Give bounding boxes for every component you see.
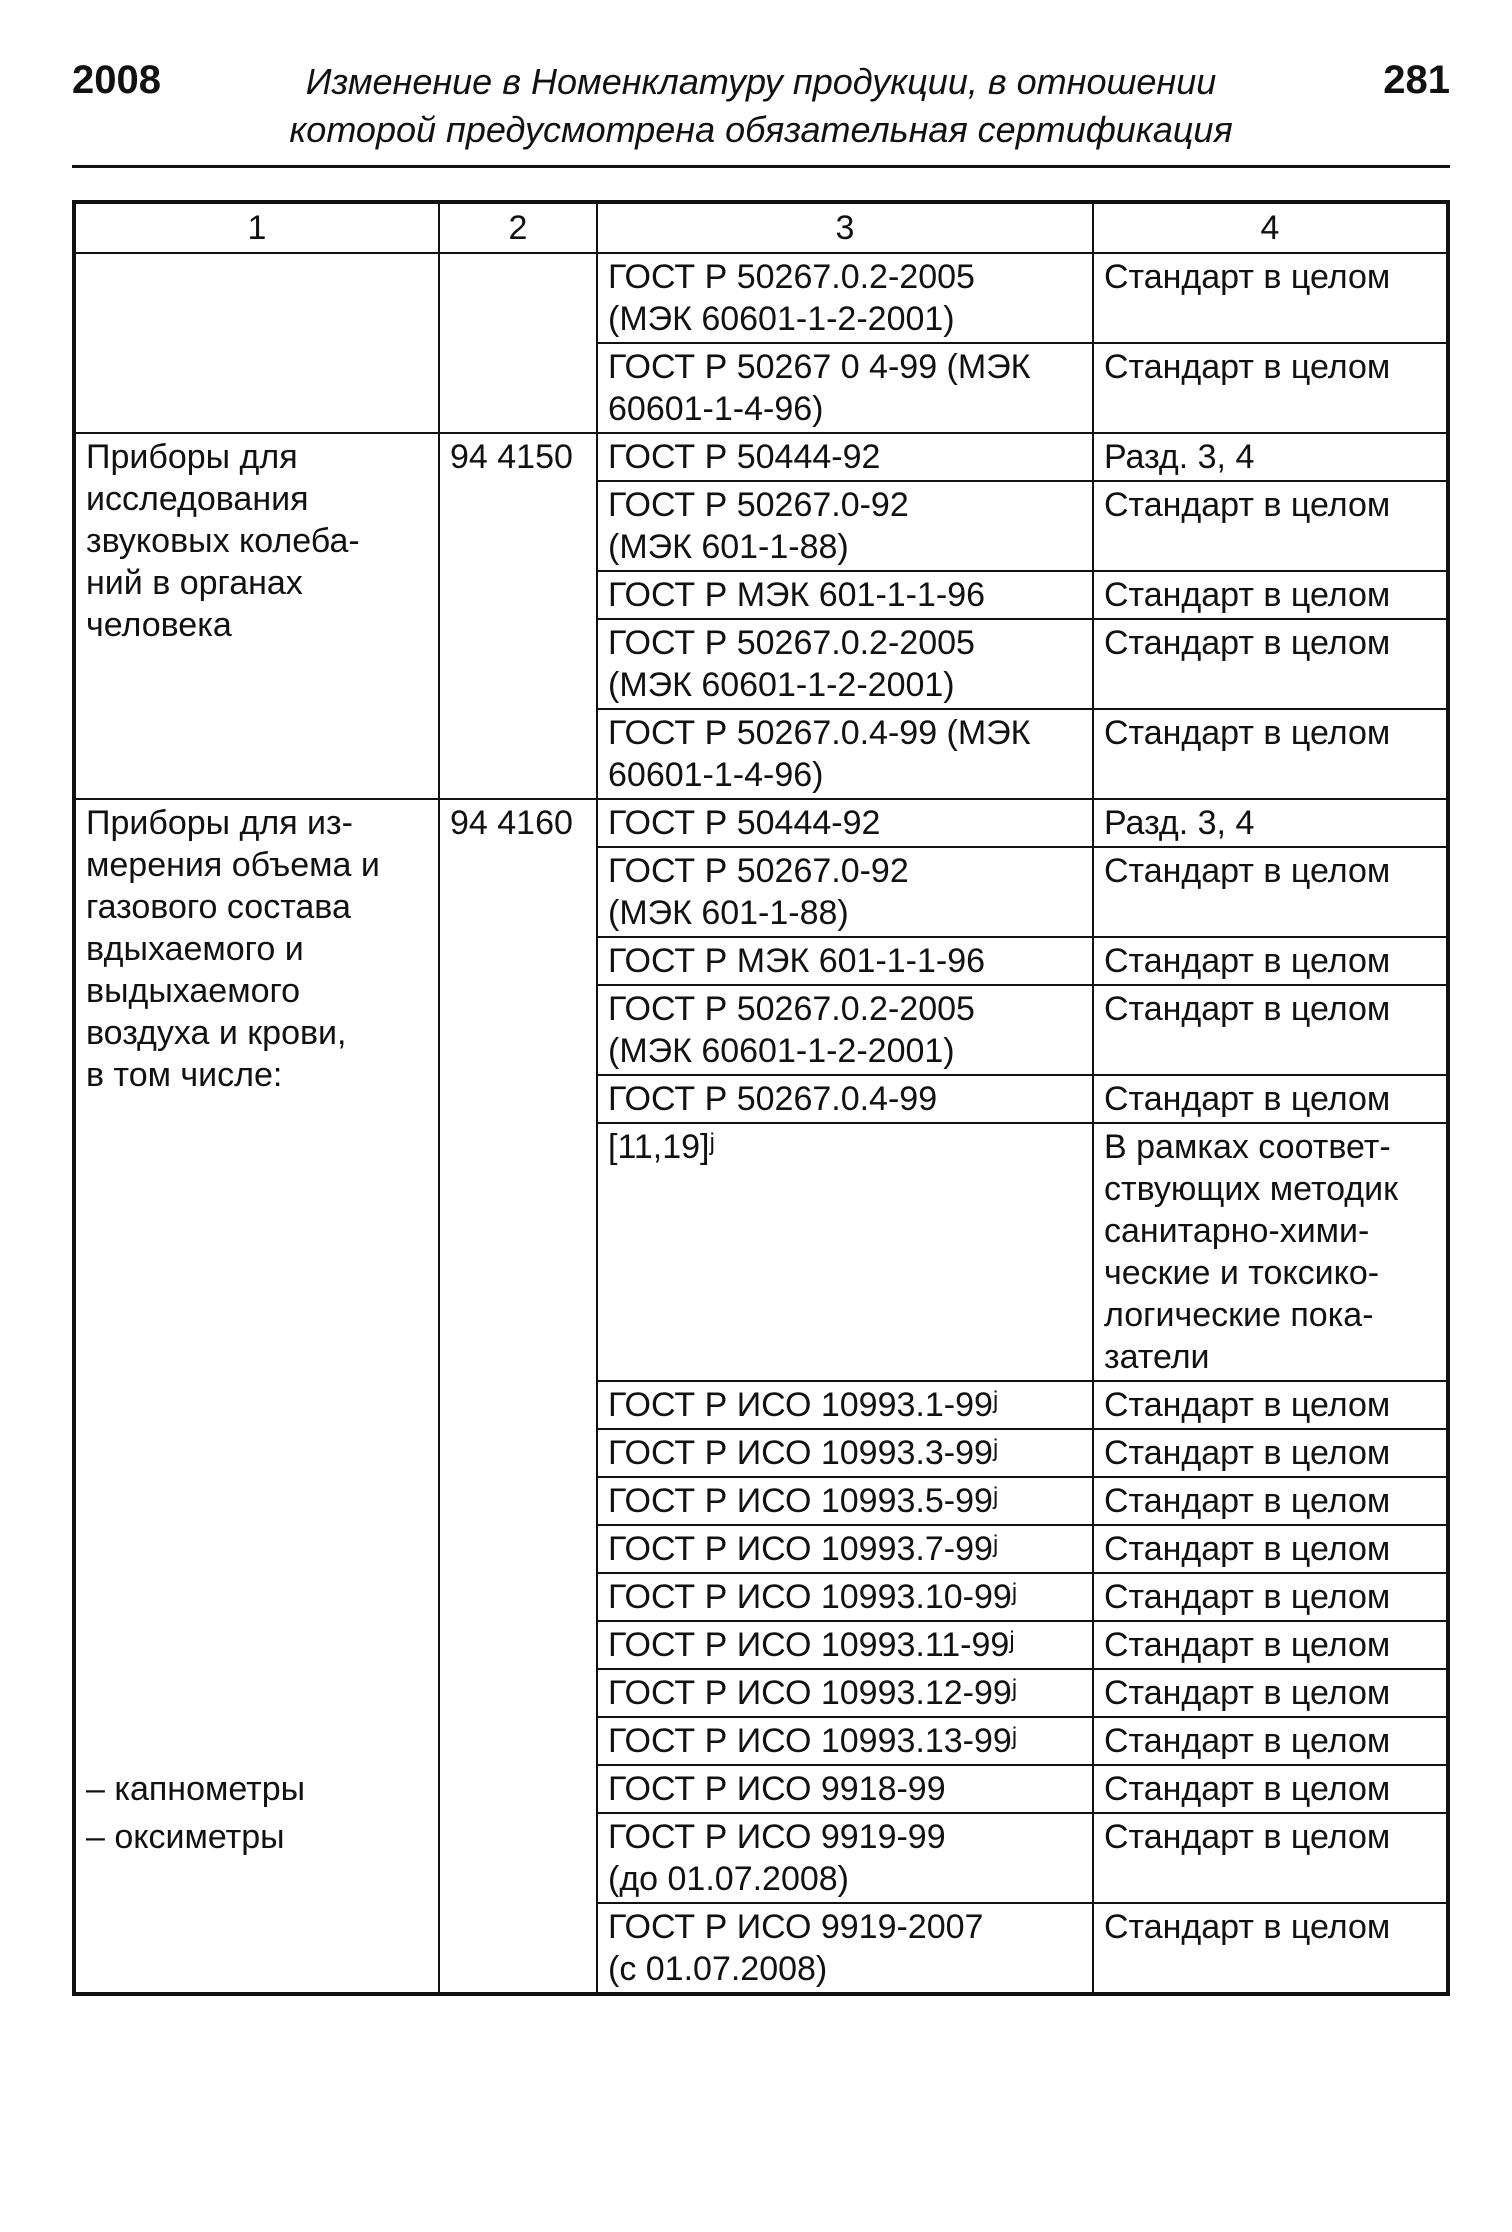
product-name-cell [74, 433, 439, 799]
scope-cell: Стандарт в целом [1093, 619, 1448, 709]
page-title [242, 58, 1280, 154]
standard-cell: ГОСТ Р 50444-92 [597, 799, 1093, 847]
standard-cell: ГОСТ Р МЭК 601-1-1-96 [597, 937, 1093, 985]
scope-cell: Стандарт в целом [1093, 1903, 1448, 1994]
standard-cell: ГОСТ Р ИСО 10993.3-99ʲ [597, 1429, 1093, 1477]
standard-cell: ГОСТ Р 50267.0.4-99 (МЭК 60601-1-4-96) [597, 709, 1093, 799]
column-header-2: 2 [439, 202, 597, 253]
scope-cell: В рамках соответ- ствующих методик санитарно-хими- ческие и токсико- логические пока- затели [1093, 1123, 1448, 1381]
standard-cell: [11,19]ʲ [597, 1123, 1093, 1381]
standard-cell: ГОСТ Р 50267.0-92 (МЭК 601-1-88) [597, 847, 1093, 937]
product-code-cell [439, 253, 597, 433]
table-row [74, 433, 1448, 481]
scope-cell: Стандарт в целом [1093, 937, 1448, 985]
scope-cell: Стандарт в целом [1093, 1813, 1448, 1903]
product-name: Приборы для из- мерения объема и газового состава вдыхаемого и выдыхаемого воздуха и крови, в том числе: [86, 804, 380, 1094]
scope-cell: Стандарт в целом [1093, 481, 1448, 571]
column-header-4: 4 [1093, 202, 1448, 253]
table-row [74, 799, 1448, 847]
standard-cell: ГОСТ Р 50267.0.2-2005 (МЭК 60601-1-2-2001) [597, 253, 1093, 343]
product-code-cell [439, 433, 597, 799]
table-header-row [74, 202, 1448, 253]
scope-cell: Стандарт в целом [1093, 847, 1448, 937]
column-header-1: 1 [74, 202, 439, 253]
page-title-line-1: Изменение в Номенклатуру продукции, в отношении [305, 61, 1217, 102]
scope-cell: Стандарт в целом [1093, 1717, 1448, 1765]
certification-table [72, 200, 1450, 1996]
scope-cell: Стандарт в целом [1093, 1477, 1448, 1525]
scope-cell: Разд. 3, 4 [1093, 799, 1448, 847]
product-name-cell [74, 799, 439, 1994]
standard-cell: ГОСТ Р 50267.0.2-2005 (МЭК 60601-1-2-2001) [597, 985, 1093, 1075]
standard-cell: ГОСТ Р ИСО 10993.5-99ʲ [597, 1477, 1093, 1525]
standard-cell: ГОСТ Р ИСО 9919-99 (до 01.07.2008) [597, 1813, 1093, 1903]
scope-cell: Стандарт в целом [1093, 1429, 1448, 1477]
standard-cell: ГОСТ Р МЭК 601-1-1-96 [597, 571, 1093, 619]
page-header [72, 52, 1450, 162]
standard-cell: ГОСТ Р 50267.0.2-2005 (МЭК 60601-1-2-2001) [597, 619, 1093, 709]
sub-item-capnometers: – капнометры [86, 1770, 306, 1808]
scope-cell: Стандарт в целом [1093, 1381, 1448, 1429]
scope-cell: Стандарт в целом [1093, 571, 1448, 619]
scope-cell: Стандарт в целом [1093, 1765, 1448, 1813]
header-year: 2008 [72, 58, 161, 102]
product-code-cell [439, 799, 597, 1994]
standard-cell: ГОСТ Р 50267.0.4-99 [597, 1075, 1093, 1123]
scope-cell: Стандарт в целом [1093, 253, 1448, 343]
standard-cell: ГОСТ Р 50267 0 4-99 (МЭК 60601-1-4-96) [597, 343, 1093, 433]
scope-cell: Стандарт в целом [1093, 1573, 1448, 1621]
standard-cell: ГОСТ Р ИСО 9919-2007 (с 01.07.2008) [597, 1903, 1093, 1994]
scope-cell: Стандарт в целом [1093, 343, 1448, 433]
scope-cell: Стандарт в целом [1093, 1075, 1448, 1123]
standard-cell: ГОСТ Р ИСО 9918-99 [597, 1765, 1093, 1813]
table-body [74, 253, 1448, 1994]
table-row [74, 253, 1448, 343]
standard-cell: ГОСТ Р ИСО 10993.13-99ʲ [597, 1717, 1093, 1765]
standard-cell: ГОСТ Р 50267.0-92 (МЭК 601-1-88) [597, 481, 1093, 571]
page-number: 281 [1383, 58, 1450, 102]
product-code: 94 4150 [450, 438, 573, 476]
scope-cell: Стандарт в целом [1093, 709, 1448, 799]
page-title-line-2: которой предусмотрена обязательная сертификация [289, 109, 1233, 150]
header-divider [72, 165, 1450, 168]
column-header-3: 3 [597, 202, 1093, 253]
standard-cell: ГОСТ Р 50444-92 [597, 433, 1093, 481]
standard-cell: ГОСТ Р ИСО 10993.10-99ʲ [597, 1573, 1093, 1621]
standard-cell: ГОСТ Р ИСО 10993.12-99ʲ [597, 1669, 1093, 1717]
scope-cell: Стандарт в целом [1093, 1525, 1448, 1573]
scope-cell: Стандарт в целом [1093, 985, 1448, 1075]
scope-cell: Разд. 3, 4 [1093, 433, 1448, 481]
product-name: Приборы для исследования звуковых колеба- ний в органах человека [86, 438, 360, 644]
product-code: 94 4160 [450, 804, 573, 842]
standard-cell: ГОСТ Р ИСО 10993.1-99ʲ [597, 1381, 1093, 1429]
scope-cell: Стандарт в целом [1093, 1669, 1448, 1717]
scope-cell: Стандарт в целом [1093, 1621, 1448, 1669]
standard-cell: ГОСТ Р ИСО 10993.11-99ʲ [597, 1621, 1093, 1669]
sub-item-oximeters: – оксиметры [86, 1818, 285, 1856]
standard-cell: ГОСТ Р ИСО 10993.7-99ʲ [597, 1525, 1093, 1573]
product-name-cell [74, 253, 439, 433]
